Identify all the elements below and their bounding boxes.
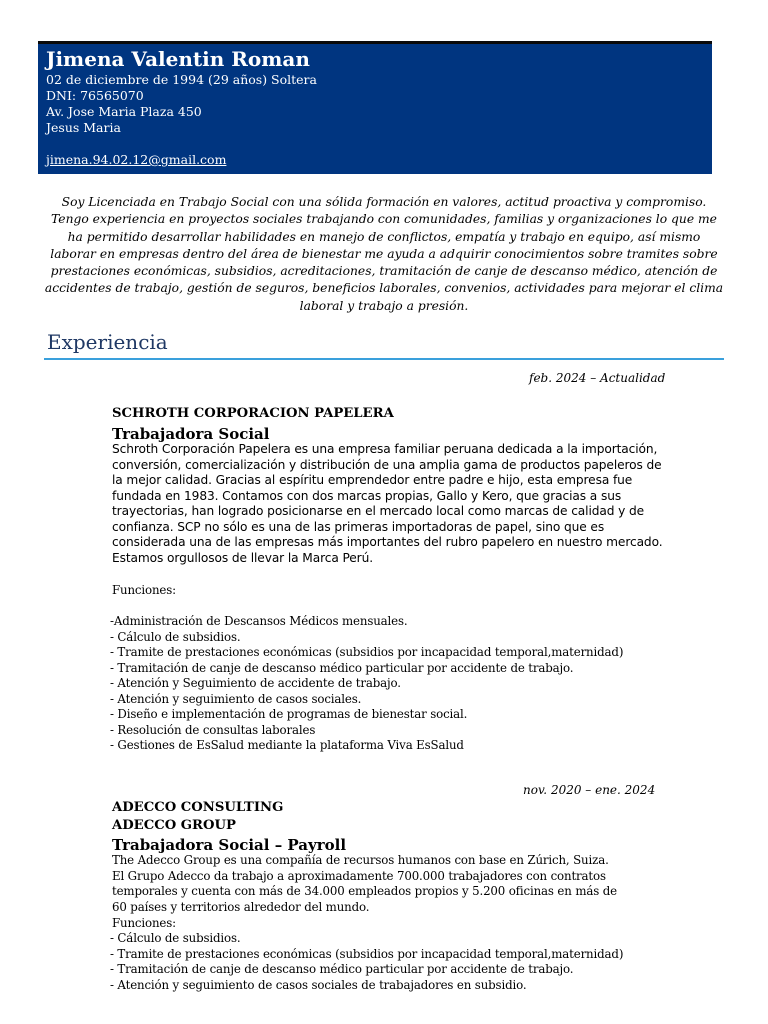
- email-link[interactable]: jimena.94.02.12@gmail.com: [46, 152, 227, 167]
- district-info: Jesus Maria: [46, 120, 121, 135]
- function-item: - Resolución de consultas laborales: [110, 722, 316, 737]
- job-company-group: ADECCO GROUP: [112, 818, 236, 833]
- function-item: - Diseño e implementación de programas de bienestar social.: [110, 707, 468, 721]
- header-box: [38, 41, 712, 174]
- job-description: [112, 853, 652, 915]
- address-info: Av. Jose Maria Plaza 450: [46, 104, 202, 119]
- job-date: feb. 2024 – Actualidad: [529, 371, 666, 385]
- function-item: - Cálculo de subsidios.: [110, 629, 241, 644]
- dni-info: DNI: 76565070: [46, 88, 144, 103]
- job-role: Trabajadora Social – Payroll: [112, 836, 347, 854]
- professional-summary: Soy Licenciada en Trabajo Social con una sólida formación en valores, actitud proactiva y compromiso. Tengo experiencia en proyectos sociales trabajando con comunidades, familias y organizaciones lo que me ha permitido desarrollar habilidades en manejo de conflictos, empatía y trabajo en equipo, así mismo laborar en empresas dentro del área de bienestar me ayuda a adquirir conocimientos sobre tramites sobre prestaciones económicas, subsidios, acreditaciones, tramitación de canje de descanso médico, atención de accidentes de trabajo, gestión de seguros, beneficios laborales, convenios, actividades para mejorar el clima laboral y trabajo a presión.: [44, 195, 724, 313]
- function-item: - Atención y seguimiento de casos sociales de trabajadores en subsidio.: [110, 977, 527, 992]
- function-item: - Tramite de prestaciones económicas (subsidios por incapacidad temporal,maternidad): [110, 645, 624, 659]
- function-item: - Atención y seguimiento de casos sociales.: [110, 691, 362, 706]
- birth-info: 02 de diciembre de 1994 (29 años) Soltera: [46, 72, 317, 87]
- job-description: Schroth Corporación Papelera es una empresa familiar peruana dedicada a la importación, conversión, comercialización y distribución de una amplia gama de productos papeleros de la mejor calidad. Gracias al espíritu emprendedor entre padre e hijo, esta empresa fue fundada en 1983. Contamos con dos marcas propias, Gallo y Kero, que gracias a sus trayectorias, han logrado posicionarse en el mercado local como marcas de calidad y de confianza. SCP no sólo es una de las primeras importadoras de papel, sino que es considerada una de las empresas más importantes del rubro papelero en nuestro mercado. Estamos orgullosos de llevar la Marca Perú.: [112, 442, 663, 565]
- functions-label: Funciones:: [112, 916, 176, 930]
- function-item: - Tramite de prestaciones económicas (subsidios por incapacidad temporal,maternidad): [110, 946, 624, 961]
- function-item: - Tramitación de canje de descanso médico particular por accidente de trabajo.: [110, 962, 574, 976]
- function-item: - Cálculo de subsidios.: [110, 931, 241, 945]
- function-item: - Atención y Seguimiento de accidente de trabajo.: [110, 676, 401, 690]
- function-item: - Gestiones de EsSalud mediante la plataforma Viva EsSalud: [110, 738, 464, 752]
- function-item: - Tramitación de canje de descanso médico particular por accidente de trabajo.: [110, 660, 574, 675]
- job-date: nov. 2020 – ene. 2024: [523, 783, 656, 797]
- candidate-name: Jimena Valentin Roman: [46, 47, 310, 71]
- functions-list: [110, 931, 623, 993]
- header-spacer: [46, 136, 704, 152]
- description-line: The Adecco Group es una compañía de recursos humanos con base en Zúrich, Suiza.: [112, 853, 609, 867]
- job-company: ADECCO CONSULTING: [112, 800, 284, 815]
- functions-list: [110, 614, 623, 754]
- function-item: -Administración de Descansos Médicos mensuales.: [110, 614, 408, 628]
- job-company: SCHROTH CORPORACION PAPELERA: [112, 406, 394, 421]
- description-line: temporales y cuenta con más de 34.000 empleados propios y 5.200 oficinas en más de: [112, 884, 617, 898]
- section-divider: [44, 358, 724, 360]
- description-line: El Grupo Adecco da trabajo a aproximadamente 700.000 trabajadores con contratos: [112, 868, 606, 883]
- job-role: Trabajadora Social: [112, 425, 270, 443]
- functions-label: Funciones:: [112, 583, 176, 597]
- experience-section-title: Experiencia: [47, 330, 168, 354]
- description-line: 60 países y territorios alrededor del mundo.: [112, 899, 370, 914]
